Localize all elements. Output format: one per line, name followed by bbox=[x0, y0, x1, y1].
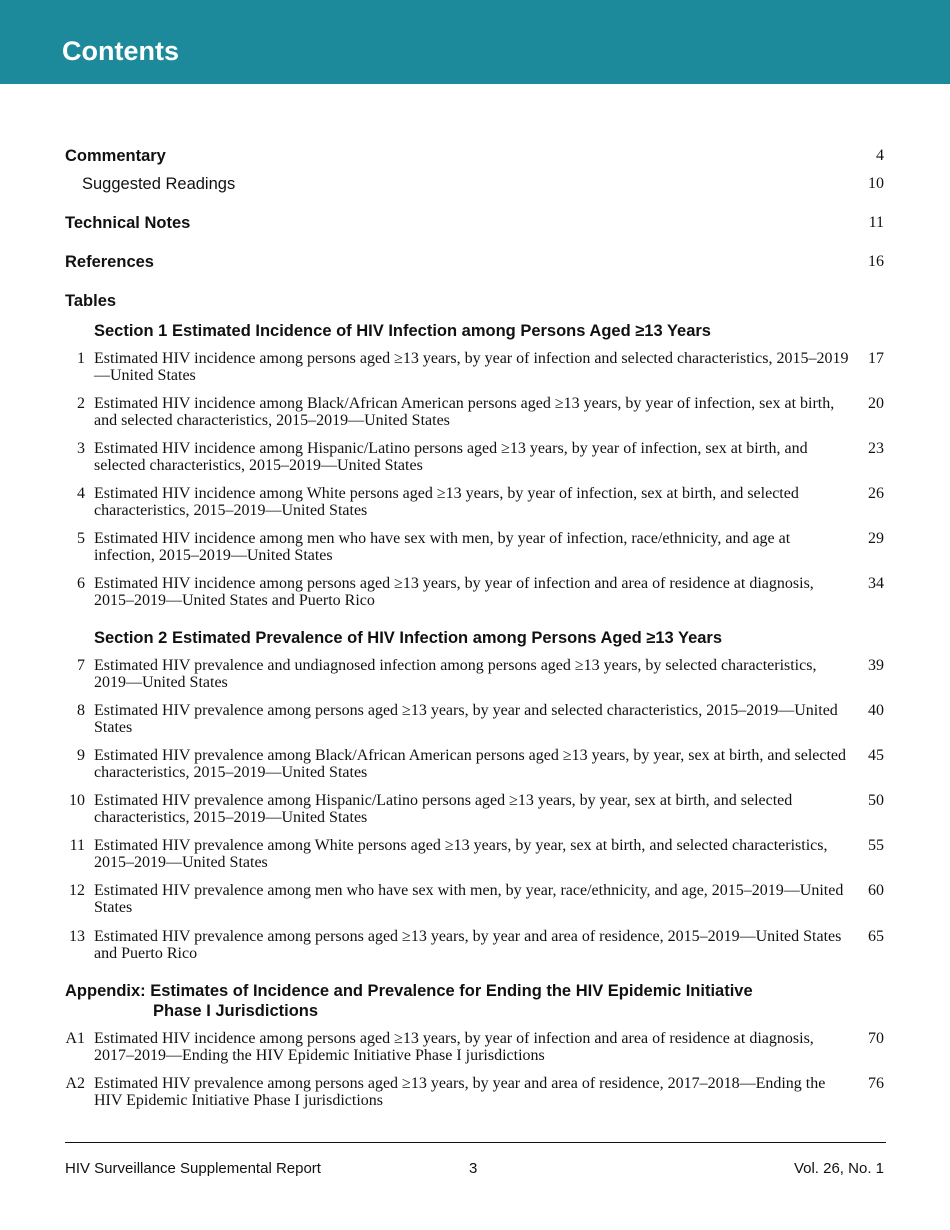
toc-entry[interactable] bbox=[58, 928, 884, 968]
entry-title[interactable]: Estimated HIV prevalence among persons aged ≥13 years, by year and area of residence, 2017–2018—Ending the HIV Epidemic Initiative Phase I jurisdictions bbox=[94, 1075, 826, 1109]
entry-number: 7 bbox=[77, 657, 85, 674]
entry-page[interactable]: 60 bbox=[868, 882, 884, 899]
entry-page[interactable]: 76 bbox=[868, 1075, 884, 1092]
entry-title[interactable]: Estimated HIV prevalence among Hispanic/Latino persons aged ≥13 years, by year, sex at birth, and selected characteristics, 2015–2019—United States bbox=[94, 792, 793, 826]
entry-page[interactable]: 70 bbox=[868, 1030, 884, 1047]
entry-page[interactable]: 20 bbox=[868, 395, 884, 412]
toc-entry[interactable] bbox=[58, 350, 884, 390]
entry-number: 10 bbox=[69, 792, 85, 809]
footer-volume: Vol. 26, No. 1 bbox=[793, 1160, 884, 1177]
entry-title[interactable]: Estimated HIV incidence among persons aged ≥13 years, by year of infection and selected characteristics, 2015–2019—United States bbox=[94, 350, 849, 384]
toc-entry[interactable] bbox=[58, 1030, 884, 1070]
entry-number: A2 bbox=[65, 1075, 85, 1092]
entry-number: 5 bbox=[77, 530, 85, 547]
appendix-heading-line-1: Appendix: Estimates of Incidence and Prevalence for Ending the HIV Epidemic Initiative bbox=[65, 982, 753, 1000]
entry-title[interactable]: Estimated HIV incidence among White persons aged ≥13 years, by year of infection, sex at birth, and selected characteristics, 2015–2019—United States bbox=[94, 485, 799, 519]
entry-number: A1 bbox=[65, 1030, 85, 1047]
toc-entry[interactable] bbox=[58, 882, 884, 922]
entry-title[interactable]: Estimated HIV prevalence among White persons aged ≥13 years, by year, sex at birth, and selected characteristics, 2015–2019—United States bbox=[94, 837, 828, 871]
entry-page[interactable]: 34 bbox=[868, 575, 884, 592]
toc-entry[interactable] bbox=[58, 792, 884, 832]
entry-page[interactable]: 55 bbox=[868, 837, 884, 854]
toc-references-page[interactable]: 16 bbox=[868, 253, 884, 270]
entry-title[interactable]: Estimated HIV incidence among Hispanic/Latino persons aged ≥13 years, by year of infection, sex at birth, and selected characteristics, 2015–2019—United States bbox=[94, 440, 808, 474]
section-2-heading: Section 2 Estimated Prevalence of HIV Infection among Persons Aged ≥13 Years bbox=[94, 629, 723, 647]
entry-page[interactable]: 45 bbox=[868, 747, 884, 764]
page-title: Contents bbox=[62, 36, 179, 66]
toc-suggested-readings-page[interactable]: 10 bbox=[868, 175, 884, 192]
toc-technical-notes-label[interactable]: Technical Notes bbox=[65, 214, 191, 232]
toc-entry[interactable] bbox=[58, 837, 884, 877]
entry-number: 6 bbox=[77, 575, 85, 592]
entry-title[interactable]: Estimated HIV incidence among men who have sex with men, by year of infection, race/ethnicity, and age at infection, 2015–2019—United States bbox=[94, 530, 791, 564]
toc-entry[interactable] bbox=[58, 440, 884, 480]
entry-title[interactable]: Estimated HIV prevalence among persons aged ≥13 years, by year and selected characteristics, 2015–2019—United States bbox=[94, 702, 838, 736]
toc-entry[interactable] bbox=[58, 1075, 884, 1115]
toc-tables-heading: Tables bbox=[65, 292, 117, 310]
toc-commentary-page[interactable]: 4 bbox=[876, 147, 884, 164]
entry-title[interactable]: Estimated HIV prevalence among Black/African American persons aged ≥13 years, by year, sex at birth, and selected characteristics, 2015–2019—United States bbox=[94, 747, 847, 781]
toc-references-label[interactable]: References bbox=[65, 253, 154, 271]
entry-page[interactable]: 17 bbox=[868, 350, 884, 367]
footer-divider bbox=[65, 1142, 886, 1143]
footer-page-number: 3 bbox=[469, 1160, 478, 1177]
entry-title[interactable]: Estimated HIV prevalence and undiagnosed infection among persons aged ≥13 years, by selected characteristics, 2019—United States bbox=[94, 657, 817, 691]
entry-number: 8 bbox=[77, 702, 85, 719]
entry-number: 9 bbox=[77, 747, 85, 764]
entry-number: 3 bbox=[77, 440, 85, 457]
entry-title[interactable]: Estimated HIV incidence among persons aged ≥13 years, by year of infection and area of residence at diagnosis, 2017–2019—Ending the HIV Epidemic Initiative Phase I jurisdictions bbox=[94, 1030, 814, 1064]
entry-number: 12 bbox=[69, 882, 85, 899]
entry-page[interactable]: 40 bbox=[868, 702, 884, 719]
entry-page[interactable]: 26 bbox=[868, 485, 884, 502]
toc-commentary-label[interactable]: Commentary bbox=[65, 147, 166, 165]
toc-entry[interactable] bbox=[58, 657, 884, 697]
toc-entry[interactable] bbox=[58, 575, 884, 615]
toc-suggested-readings-label[interactable]: Suggested Readings bbox=[82, 175, 236, 193]
entry-title[interactable]: Estimated HIV incidence among Black/African American persons aged ≥13 years, by year of infection, sex at birth, and selected characteristics, 2015–2019—United States bbox=[94, 395, 835, 429]
appendix-heading-line-2: Phase I Jurisdictions bbox=[153, 1002, 319, 1020]
toc-entry[interactable] bbox=[58, 395, 884, 435]
entry-number: 11 bbox=[69, 837, 85, 854]
entry-page[interactable]: 39 bbox=[868, 657, 884, 674]
entry-title[interactable]: Estimated HIV incidence among persons aged ≥13 years, by year of infection and area of residence at diagnosis, 2015–2019—United States and Puerto Rico bbox=[94, 575, 814, 609]
page-header-banner bbox=[0, 0, 950, 84]
entry-number: 4 bbox=[77, 485, 85, 502]
toc-entry[interactable] bbox=[58, 702, 884, 742]
entry-page[interactable]: 23 bbox=[868, 440, 884, 457]
entry-page[interactable]: 29 bbox=[868, 530, 884, 547]
toc-entry[interactable] bbox=[58, 747, 884, 787]
toc-entry[interactable] bbox=[58, 530, 884, 570]
section-1-heading: Section 1 Estimated Incidence of HIV Infection among Persons Aged ≥13 Years bbox=[94, 322, 711, 340]
entry-title[interactable]: Estimated HIV prevalence among persons aged ≥13 years, by year and area of residence, 2015–2019—United States and Puerto Rico bbox=[94, 928, 842, 962]
entry-number: 1 bbox=[77, 350, 85, 367]
entry-page[interactable]: 65 bbox=[868, 928, 884, 945]
entry-number: 2 bbox=[77, 395, 85, 412]
entry-number: 13 bbox=[69, 928, 85, 945]
toc-technical-notes-page[interactable]: 11 bbox=[868, 214, 884, 231]
entry-page[interactable]: 50 bbox=[868, 792, 884, 809]
footer-report-title: HIV Surveillance Supplemental Report bbox=[65, 1160, 321, 1177]
toc-entry[interactable] bbox=[58, 485, 884, 525]
entry-title[interactable]: Estimated HIV prevalence among men who have sex with men, by year, race/ethnicity, and age, 2015–2019—United States bbox=[94, 882, 844, 916]
